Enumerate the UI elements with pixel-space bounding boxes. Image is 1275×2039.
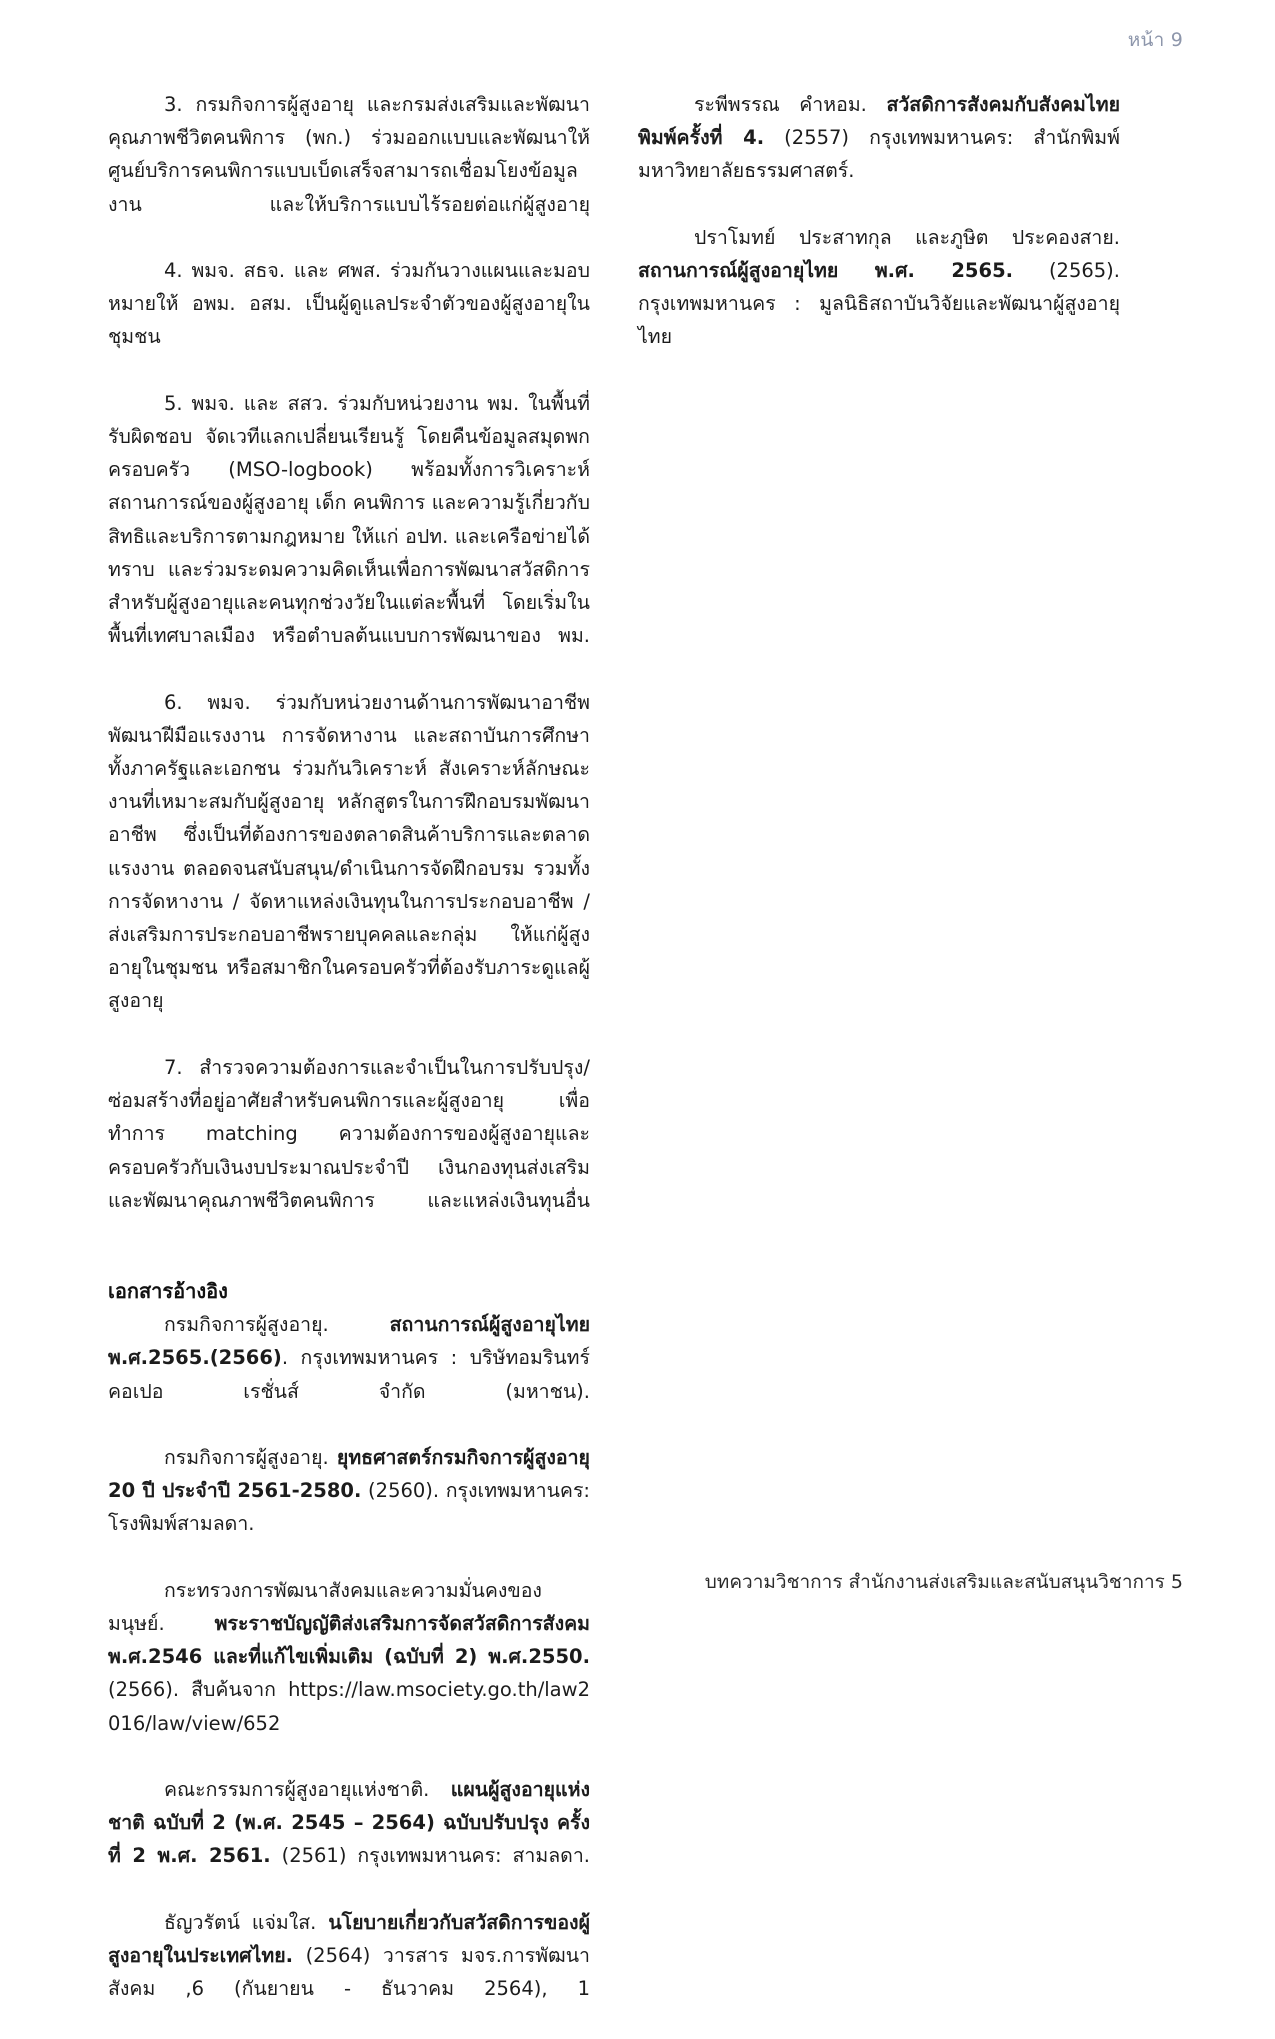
reference-author: กรมกิจการผู้สูงอายุ. — [164, 1313, 390, 1337]
reference-author: ปราโมทย์ ประสาทกุล และภูษิต ประคองสาย. — [694, 225, 1120, 249]
reference-title: สวัสดิการสังคมกับสังคมไทย พิมพ์ครั้งที่ 4. — [638, 93, 1120, 150]
reference-rest: (2557) กรุงเทพมหานคร: สำนักพิมพ์มหาวิทยาลัยธรรมศาสตร์. — [638, 126, 1120, 183]
reference-entry — [108, 1906, 590, 2039]
reference-author: กระทรวงการพัฒนาสังคมและความมั่นคงของมนุษย์. — [108, 1578, 542, 1635]
two-column-body — [108, 88, 1168, 2039]
page-footer: บทความวิชาการ สำนักงานส่งเสริมและสนับสนุนวิชาการ 5 — [704, 1571, 1183, 1594]
reference-title: ยุทธศาสตร์กรมกิจการผู้สูงอายุ 20 ปี ประจำปี 2561-2580. — [108, 1445, 590, 1503]
reference-author: ระพีพรรณ คำหอม. — [694, 93, 887, 116]
reference-entry — [638, 88, 1120, 221]
reference-entry — [108, 1574, 590, 1773]
right-column — [638, 88, 1120, 387]
reference-entry — [108, 1773, 590, 1906]
reference-url[interactable]: https://law.msociety.go.th/law2016/law/view/652 — [108, 1678, 590, 1735]
reference-title: สถานการณ์ผู้สูงอายุไทย พ.ศ.2565.(2566) — [108, 1313, 590, 1370]
numbered-item-7: 7. สำรวจความต้องการและจำเป็นในการปรับปรุง/ซ่อมสร้างที่อยู่อาศัยสำหรับคนพิการและผู้สูงอายุ เพื่อทำการ matching ความต้องการของผู้สูงอายุและครอบครัวกับเงินงบประมาณประจำปี เงินกองทุนส่งเสริมและพัฒนาคุณภาพชีวิตคนพิการ และแหล่งเงินทุนอื่น — [108, 1055, 590, 1212]
reference-title: นโยบายเกี่ยวกับสวัสดิการของผู้สูงอายุในประเทศไทย. — [108, 1910, 590, 1967]
reference-title: พระราชบัญญัติส่งเสริมการจัดสวัสดิการสังคม พ.ศ.2546 และที่แก้ไขเพิ่มเติม (ฉบับที่ 2) พ.ศ.2550. — [108, 1611, 590, 1669]
reference-author: ธัญวรัตน์ แจ่มใส. — [164, 1910, 329, 1934]
reference-entry — [108, 1441, 590, 1574]
reference-author: กรมกิจการผู้สูงอายุ. — [164, 1445, 337, 1469]
reference-rest: (2560). กรุงเทพมหานคร: โรงพิมพ์สามลดา. — [108, 1479, 590, 1536]
left-column — [108, 88, 590, 2039]
reference-rest: (2564) วารสาร มจร.การพัฒนาสังคม ,6 (กันยายน - ธันวาคม 2564), 1 — [108, 1943, 590, 2001]
reference-title: แผนผู้สูงอายุแห่งชาติ ฉบับที่ 2 (พ.ศ. 2545 – 2564) ฉบับปรับปรุง ครั้งที่ 2 พ.ศ. 2561. — [108, 1777, 590, 1868]
numbered-item-6: 6. พมจ. ร่วมกับหน่วยงานด้านการพัฒนาอาชีพ พัฒนาฝีมือแรงงาน การจัดหางาน และสถาบันการศึกษาทั้งภาครัฐและเอกชน ร่วมกันวิเคราะห์ สังเคราะห์ลักษณะงานที่เหมาะสมกับผู้สูงอายุ หลักสูตรในการฝึกอบรมพัฒนาอาชีพ ซึ่งเป็นที่ต้องการของตลาดสินค้าบริการและตลาดแรงงาน ตลอดจนสนับสนุน/ดำเนินการจัดฝึกอบรม รวมทั้งการจัดหางาน / จัดหาแหล่งเงินทุนในการประกอบอาชีพ / ส่งเสริมการประกอบอาชีพรายบุคคลและกลุ่ม ให้แก่ผู้สูงอายุในชุมชน หรือสมาชิกในครอบครัวที่ต้องรับภาระดูแลผู้สูงอายุ — [108, 690, 590, 1013]
numbered-item-4: 4. พมจ. สธจ. และ ศพส. ร่วมกันวางแผนและมอบหมายให้ อพม. อสม. เป็นผู้ดูแลประจำตัวของผู้สูงอายุในชุมชน — [108, 259, 590, 349]
reference-entry — [108, 1308, 590, 1441]
reference-rest: . กรุงเทพมหานคร : บริษัทอมรินทร์คอเปอ เรชั่นส์ จำกัด (มหาชน). — [108, 1346, 590, 1403]
reference-rest: (2566). สืบค้นจาก — [108, 1678, 289, 1702]
page-number-header: หน้า 9 — [1127, 29, 1183, 51]
reference-entry — [638, 221, 1120, 387]
numbered-item-3: 3. กรมกิจการผู้สูงอายุ และกรมส่งเสริมและพัฒนาคุณภาพชีวิตคนพิการ (พก.) ร่วมออกแบบและพัฒนาให้ศูนย์บริการคนพิการแบบเบ็ดเสร็จสามารถเชื่อมโยงข้อมูล งาน และให้บริการแบบไร้รอยต่อแก่ผู้สูงอายุ — [108, 93, 590, 216]
reference-author: คณะกรรมการผู้สูงอายุแห่งชาติ. — [164, 1777, 451, 1801]
reference-rest: (2565). กรุงเทพมหานคร : มูลนิธิสถาบันวิจัยและพัฒนาผู้สูงอายุไทย — [638, 259, 1120, 349]
references-heading: เอกสารอ้างอิง — [108, 1279, 228, 1304]
numbered-item-5: 5. พมจ. และ สสว. ร่วมกับหน่วยงาน พม. ในพื้นที่รับผิดชอบ จัดเวทีแลกเปลี่ยนเรียนรู้ โดยคืนข้อมูลสมุดพกครอบครัว (MSO-logbook) พร้อมทั้งการวิเคราะห์สถานการณ์ของผู้สูงอายุ เด็ก คนพิการ และความรู้เกี่ยวกับสิทธิและบริการตามกฎหมาย ให้แก่ อปท. และเครือข่ายได้ทราบ และร่วมระดมความคิดเห็นเพื่อการพัฒนาสวัสดิการสำหรับผู้สูงอายุและคนทุกช่วงวัยในแต่ละพื้นที่ โดยเริ่มในพื้นที่เทศบาลเมือง หรือตำบลต้นแบบการพัฒนาของ พม. — [108, 391, 590, 648]
reference-rest: (2561) กรุงเทพมหานคร: สามลดา. — [270, 1844, 590, 1868]
reference-title: สถานการณ์ผู้สูงอายุไทย พ.ศ. 2565. — [638, 259, 1014, 283]
